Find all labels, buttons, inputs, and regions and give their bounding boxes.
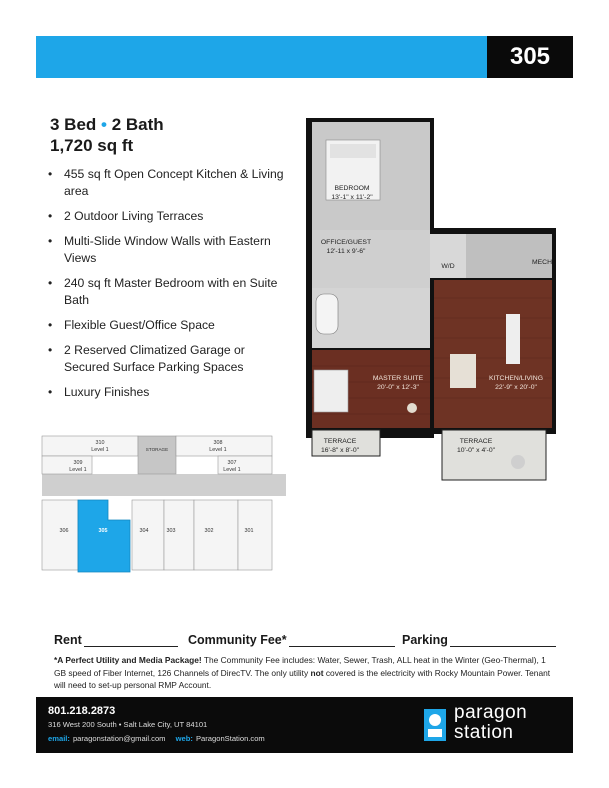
unit-summary bbox=[50, 114, 164, 156]
wd-floor bbox=[430, 234, 466, 278]
unit-number: 309 bbox=[73, 460, 83, 466]
email-label: email: bbox=[48, 734, 70, 743]
rent-label: Rent bbox=[54, 633, 82, 647]
rent-field bbox=[54, 633, 178, 647]
unit-level: Level 1 bbox=[69, 467, 87, 473]
room-dims: 10'-0" x 4'-0" bbox=[456, 447, 496, 454]
unit-302 bbox=[194, 500, 238, 570]
feature-list bbox=[48, 166, 288, 409]
terrace-table bbox=[511, 455, 525, 469]
terrace-right bbox=[442, 430, 546, 480]
unit-number-badge bbox=[487, 36, 573, 78]
logo-mark-icon bbox=[420, 705, 450, 745]
web-link[interactable]: ParagonStation.com bbox=[195, 734, 265, 743]
community-fee-blank bbox=[289, 633, 395, 647]
unit-number: 304 bbox=[139, 528, 149, 534]
unit-number: 306 bbox=[59, 528, 69, 534]
note-text: covered is the electricity with Rocky Mountain Power. Tenant will need to set-up personal RMP Account. bbox=[54, 667, 551, 690]
unit-level: Level 1 bbox=[91, 447, 109, 453]
sofa bbox=[450, 354, 476, 388]
unit-number: 305 bbox=[509, 43, 551, 70]
unit-number-highlight: 305 bbox=[98, 528, 108, 534]
web-label: web: bbox=[175, 734, 193, 743]
room-label: MASTER SUITE bbox=[372, 375, 424, 382]
parking-field bbox=[402, 633, 556, 647]
logo-word-station: station bbox=[454, 722, 514, 743]
baths: 2 Bath bbox=[111, 115, 164, 134]
unit-303 bbox=[164, 500, 194, 570]
square-footage: 1,720 sq ft bbox=[50, 136, 134, 155]
parking-label: Parking bbox=[402, 633, 448, 647]
unit-310 bbox=[42, 436, 138, 456]
room-label: MECH bbox=[531, 259, 553, 266]
room-label: W/D bbox=[441, 263, 455, 270]
floor-plan bbox=[300, 118, 560, 488]
community-fee-field bbox=[188, 633, 395, 647]
chair bbox=[407, 403, 417, 413]
phone-number[interactable]: 801.218.2873 bbox=[48, 705, 116, 717]
unit-number: 301 bbox=[244, 528, 254, 534]
storage bbox=[138, 436, 176, 474]
room-label: OFFICE/GUEST bbox=[320, 239, 372, 246]
note-intro: *A Perfect Utility and Media Package! bbox=[54, 655, 202, 665]
unit-level: Level 1 bbox=[209, 447, 227, 453]
note-text: The Community Fee includes: Water, Sewer, Trash, ALL heat in the Winter (Geo-Thermal), 1 GB speed of Fiber Internet, 126 Channels of DirecTV. The only utility bbox=[54, 655, 546, 678]
note-not: not bbox=[310, 667, 324, 678]
room-dims: 12'-11 x 9'-6" bbox=[326, 248, 366, 255]
address: 316 West 200 South • Salt Lake City, UT 84101 bbox=[48, 720, 208, 729]
room-label: TERRACE bbox=[323, 438, 357, 445]
feature-item: • 2 Reserved Climatized Garage or Secured Surface Parking Spaces bbox=[48, 342, 288, 376]
email-link[interactable]: paragonstation@gmail.com bbox=[72, 734, 166, 743]
room-dims: 13'-1" x 11'-2" bbox=[331, 194, 373, 201]
room-dims: 22'-9" x 20'-0" bbox=[495, 384, 537, 391]
unit-308 bbox=[176, 436, 272, 456]
feature-item: • 2 Outdoor Living Terraces bbox=[48, 208, 288, 225]
pricing-fields bbox=[54, 633, 554, 651]
contact-line bbox=[48, 734, 265, 743]
room-dims: 16'-8" x 8'-0" bbox=[320, 447, 360, 454]
unit-number: 302 bbox=[204, 528, 214, 534]
corridor bbox=[42, 474, 286, 496]
room-label: BEDROOM bbox=[334, 185, 370, 192]
feature-item: • Multi-Slide Window Walls with Eastern Views bbox=[48, 233, 288, 267]
separator-dot: • bbox=[101, 115, 107, 134]
feature-item: • Flexible Guest/Office Space bbox=[48, 317, 288, 334]
unit-number: 307 bbox=[227, 460, 237, 466]
unit-number: 303 bbox=[166, 528, 176, 534]
unit-306 bbox=[42, 500, 78, 570]
unit-304 bbox=[132, 500, 164, 570]
paragon-station-logo bbox=[420, 701, 570, 749]
unit-number: 310 bbox=[95, 440, 105, 446]
site-plan bbox=[38, 432, 290, 580]
feature-item: • 240 sq ft Master Bedroom with en Suite Bath bbox=[48, 275, 288, 309]
footer bbox=[36, 697, 573, 753]
bed-pillows bbox=[330, 144, 376, 158]
unit-level: Level 1 bbox=[223, 467, 241, 473]
storage-label: STORAGE bbox=[145, 447, 169, 452]
feature-item: • Luxury Finishes bbox=[48, 384, 288, 401]
bath-floor bbox=[466, 234, 552, 278]
room-label: TERRACE bbox=[459, 438, 493, 445]
feature-item: • 455 sq ft Open Concept Kitchen & Living area bbox=[48, 166, 288, 200]
bathtub bbox=[316, 294, 338, 334]
unit-number: 308 bbox=[213, 440, 223, 446]
community-fee-label: Community Fee* bbox=[188, 633, 287, 647]
header-bar bbox=[36, 36, 573, 78]
utility-note bbox=[54, 654, 554, 692]
parking-blank bbox=[450, 633, 556, 647]
room-dims: 20'-0" x 12'-3" bbox=[377, 384, 419, 391]
unit-301 bbox=[238, 500, 272, 570]
room-label: KITCHEN/LIVING bbox=[488, 375, 544, 382]
master-bed bbox=[314, 370, 348, 412]
kitchen-island bbox=[506, 314, 520, 364]
rent-blank bbox=[84, 633, 178, 647]
logo-word-paragon: paragon bbox=[454, 702, 528, 723]
beds: 3 Bed bbox=[50, 115, 97, 134]
